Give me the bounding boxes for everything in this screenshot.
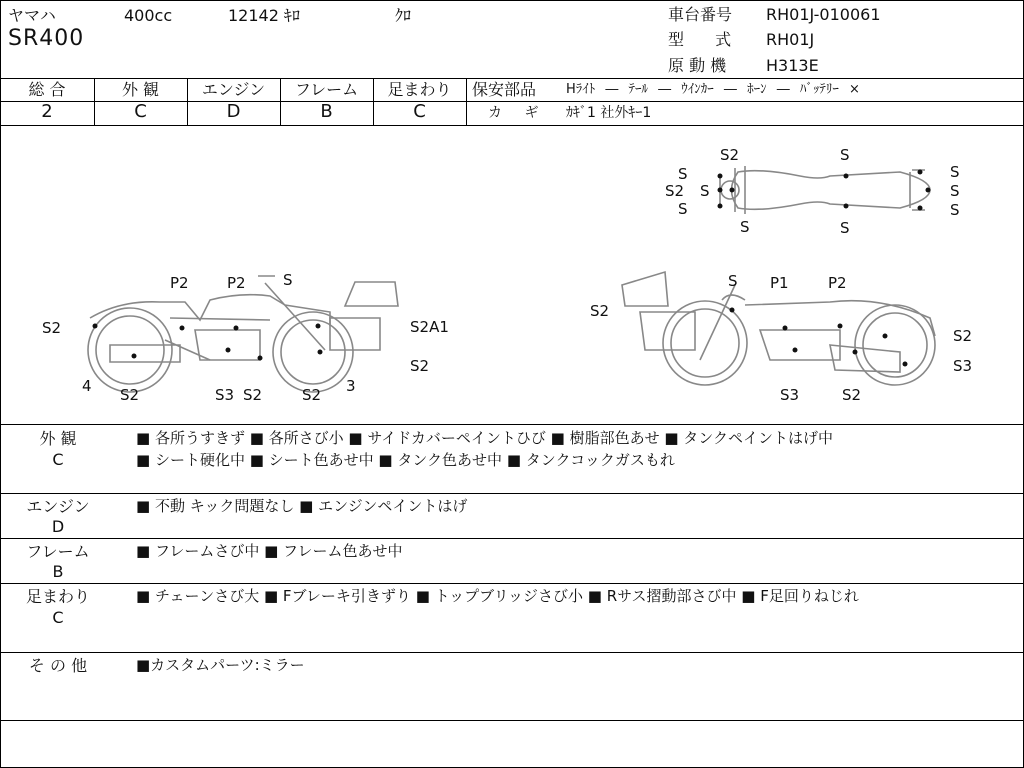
- grade-header-total: 総 合: [28, 80, 66, 99]
- diagram-label: S2: [953, 327, 973, 345]
- diagram-label: S: [950, 163, 960, 181]
- chassis-value: RH01J-010061: [766, 5, 881, 24]
- divider: [0, 78, 1024, 79]
- diagram-label: S: [740, 218, 750, 236]
- divider: [0, 583, 1024, 584]
- diagram-label: S2A1: [410, 318, 449, 336]
- diagram-label: P2: [828, 274, 847, 292]
- diagram-label: S2: [842, 386, 862, 404]
- divider: [466, 78, 467, 125]
- divider: [0, 720, 1024, 721]
- grade-header-frame: フレーム: [294, 80, 359, 99]
- type-label: 型 式: [668, 30, 732, 49]
- section-note: ■ 不動 キック問題なし ■ エンジンペイントはげ: [136, 497, 468, 515]
- diagram-label: S2: [243, 386, 263, 404]
- diagram-label: S3: [953, 357, 973, 375]
- diagram-label: 3: [346, 377, 356, 395]
- grade-suspension: C: [413, 101, 426, 122]
- grade-engine: D: [226, 101, 241, 122]
- left-side-bike: [88, 276, 398, 392]
- engine-value: H313E: [766, 56, 819, 75]
- diagram-label: S: [678, 200, 688, 218]
- diagram-label: 4: [82, 377, 92, 395]
- top-view-bike: [720, 166, 930, 214]
- diagram-label: S: [950, 182, 960, 200]
- diagram-label: S: [700, 182, 710, 200]
- engine-label: 原 動 機: [668, 56, 727, 75]
- section-note: ■ 各所うすきず ■ 各所さび小 ■ サイドカバーペイントひび ■ 樹脂部色あせ ■ タンクペイントはげ中: [136, 429, 833, 447]
- grade-exterior: C: [134, 101, 147, 122]
- diagram-label: P2: [227, 274, 246, 292]
- section-grade-frame: B: [52, 562, 64, 581]
- divider: [0, 424, 1024, 425]
- section-title-engine: エンジン: [26, 497, 90, 516]
- section-title-frame: フレーム: [26, 542, 90, 561]
- safety-label: 保安部品: [472, 80, 537, 99]
- diagram-labels: [42, 146, 972, 404]
- maker: ヤマハ: [8, 6, 56, 25]
- type-value: RH01J: [766, 30, 815, 49]
- diagram-label: S2: [120, 386, 140, 404]
- divider: [467, 101, 1024, 102]
- section-title-other: そ の 他: [28, 656, 88, 675]
- diagram-label: S: [283, 271, 293, 289]
- grade-frame: B: [320, 101, 333, 122]
- diagram-label: S2: [410, 357, 430, 375]
- model-name: SR400: [8, 26, 85, 51]
- key-label: カ ギ: [488, 105, 539, 121]
- divider: [0, 493, 1024, 494]
- section-grade-suspension: C: [52, 608, 64, 627]
- grade-header-suspension: 足まわり: [387, 80, 452, 99]
- key-value: ｶｷﾞ1 社外ｷｰ1: [566, 105, 652, 121]
- diagram-label: P1: [770, 274, 789, 292]
- grade-header-engine: エンジン: [201, 80, 266, 99]
- mileage: 12142 ｷﾛ: [228, 6, 300, 25]
- diagram-label: S: [840, 146, 850, 164]
- diagram-label: S2: [302, 386, 322, 404]
- diagram-label: P2: [170, 274, 189, 292]
- chassis-label: 車台番号: [668, 5, 733, 24]
- section-grade-exterior: C: [52, 450, 64, 469]
- safety-items: Hﾗｲﾄ ― ﾃｰﾙ ― ｳｲﾝｶｰ ― ﾎｰﾝ ― ﾊﾞｯﾃﾘｰ ×: [566, 82, 860, 97]
- diagram-label: S: [840, 219, 850, 237]
- section-note: ■ フレームさび中 ■ フレーム色あせ中: [136, 542, 403, 560]
- diagram-label: S3: [215, 386, 235, 404]
- diagram-label: S3: [780, 386, 800, 404]
- diagram-label: S: [950, 201, 960, 219]
- diagram-markers: [93, 170, 931, 367]
- diagram-label: S2: [42, 319, 62, 337]
- divider: [0, 538, 1024, 539]
- damage-diagram: [0, 126, 1024, 424]
- diagram-label: S2: [590, 302, 610, 320]
- section-title-suspension: 足まわり: [25, 587, 90, 606]
- divider: [0, 652, 1024, 653]
- diagram-label: S2: [665, 182, 685, 200]
- color: ｸﾛ: [395, 6, 412, 25]
- diagram-label: S2: [720, 146, 740, 164]
- diagram-label: S: [678, 165, 688, 183]
- displacement: 400cc: [124, 6, 173, 25]
- diagram-label: S: [728, 272, 738, 290]
- section-note: ■ シート硬化中 ■ シート色あせ中 ■ タンク色あせ中 ■ タンクコックガスもれ: [136, 451, 675, 469]
- section-note: ■カスタムパーツ:ミラー: [136, 656, 305, 674]
- section-title-exterior: 外 観: [39, 429, 77, 448]
- grade-header-exterior: 外 観: [121, 80, 160, 99]
- grade-total: 2: [41, 101, 53, 122]
- section-note: ■ チェーンさび大 ■ Fブレーキ引きずり ■ トップブリッジさび小 ■ Rサス摺動部さび中 ■ F足回りねじれ: [136, 587, 859, 605]
- section-grade-engine: D: [51, 517, 65, 536]
